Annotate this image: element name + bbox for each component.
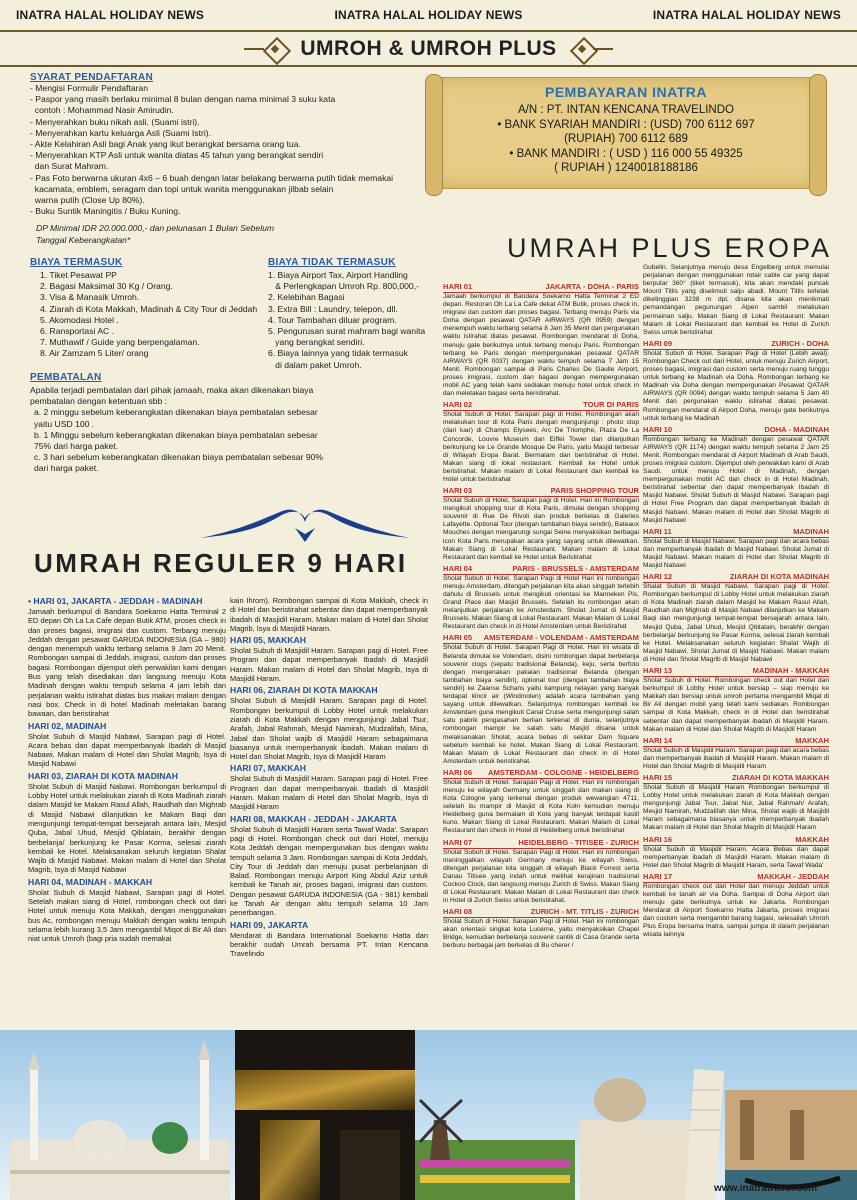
header-right: INATRA HALAL HOLIDAY NEWS — [652, 8, 841, 22]
list-item: 1. Tiket Pesawat PP — [40, 270, 117, 280]
day-description: Rombongan check out dari Hotel dan menuju Jeddah untuk kembali ke tanah air via Doha. Sampai di Doha Airport dan menuju gate berikutnya untuk ke Jakarta. Rombongan Mendarat di Airport Soekarno Hatta Jakarta, proses imigrasi dan custom serta mengambil barang bagasi, selesailah Umroh Plus Eropa bersama Inatra, sampai jumpa di dalam perjalanan wisata lainnya — [643, 882, 829, 939]
day-description: Rombongan terbang ke Madinah dengan pesawat QATAR AIRWAYS (QR 1174) dengan waktu tempuh selama 2 Jam 25 Menit. Rombongan mendarat di Airport Madinah di Arab Saudi, proses imigrasi custom. Dijemput oleh perwakilan kami di Arab Saudi, untuk menuju Hotel di Madinah, dengan mempergunakan mobil AC dan check in di Hotel Madinah, beristirahat sebentar dan dapat memperbanyak Ibadah di Masjid Nabawi. Sholat Subuh di Masjid Nabawi. Sarapan pagi di Hotel Free Program dan dapat memperbanyak Ibadah di Masjid Nabawi. Makan malam di Hotel dan Sholat Magrib di Masjid Nabawi — [643, 435, 829, 524]
day-number: HARI 16 — [643, 834, 673, 844]
list-item: - Buku Suntik Maningitis / Buku Kuning. — [30, 206, 181, 217]
day-route-bar — [443, 400, 639, 411]
day-route: ZIARAH DI KOTA MADINAH — [729, 572, 829, 582]
day-number: HARI 14 — [643, 735, 673, 745]
biaya-tidak-title: BIAYA TIDAK TERMASUK — [268, 257, 396, 268]
day-description: Sholat Subuh di Masjidil Haram Rombongan berkumpul di Lobby Hotel untuk melakukan ziarah di Kota Makkah dengan mengunjungi Jabal Tsur, Jabal Nur, Jabal Rahmah/ Arafah, Mesjid Namirah, Mudzalifah dan Mina, Sholat wajib di Masjidil Haram sebagaimana biasanya untuk memperbanyak ibadah Makan malam di Hotel dan Sholat Magrib di Masjidil Haram — [643, 783, 829, 832]
day-description: Sholat Subuh di Masjidil Haram serta Tawaf Wada'. Sarapan pagi di Hotel. Rombongan check out dari Hotel, menuju Kota Jeddah dengan mempergunakan bus dengan waktu tempuh selama 3 Jam. Rombongan sampai di Kota Jeddah, City Tour di Jeddah dan menuju pusat perbelanjaan di Balad. Rombongan menuju Airport King Abdul Aziz untuk kembali ke Tanah air, proses bagasi, imigrasi dan custom. Dengan pesawat GARUDA INDONESIA (GA - 981) kembali ke Tanah Air dengan aktu tempuh selama 10 Jam penerbangan. — [230, 824, 428, 918]
biaya-tidak-section — [268, 257, 438, 371]
list-item: warna putih (Close Up 80%). — [30, 195, 145, 206]
day-description: Sholat Subuh di Hotel. Sarapan Pagi di Hotel (Lebih awal). Rombongan Check out dari Hotel, untuk menuju Zurich Airport, proses bagasi, imigrasi dan custom serta menuju ruang tunggu untuk terbang ke Madinah via Doha. Rombongan terbang ke Madinah via Doha dengan mempergunakan Pesawat QATAR AIRWAYS (QR 0094) dengan waktu tempuh selama 5 Jam 40 Menit dan pergunakan waktu istirahat diatas pesawat. Rombongan mendarat di Airport Doha, menuju gate berikutnya untuk terbang ke Madinah — [643, 349, 829, 422]
list-item: c. 3 hari sebelum keberangkatan dikenakan biaya pembatalan sebesar 90% dari harga paket. — [34, 452, 326, 474]
day-number: HARI 17 — [643, 871, 673, 881]
day-heading: HARI 09, JAKARTA — [230, 919, 309, 930]
biaya-termasuk-title: BIAYA TERMASUK — [30, 257, 123, 268]
day-route-bar — [443, 564, 639, 575]
landmarks-illustration — [0, 1030, 857, 1200]
pembatalan-section — [30, 372, 330, 475]
day-description: Sholat Subuh di Masjid Nabawi. Sarapan pagi dan acara bebas dan memperbanyak ibadah di Masjid Nabawi. Sholat Jumat di Masjid Nabawi. Makan malam di Hotel dan Sholat Magrib di Masjid Nabawi — [643, 537, 829, 569]
day-heading: HARI 06, ZIARAH DI KOTA MAKKAH — [230, 685, 378, 696]
day-description: Shalat Subuh di Masjid Nabawi. Sarapan pagi di Hotel. Rombongan berkumpul di Lobby Hotel untuk melakukan ziarah di Kota Madinah ziarah dalam Masjid ke Makam Rasul Allah, Raudhah dan Mighrab di Masjid Nabawi dilanjutkan ke Makam Baqi dan mengunjungi tempat-tempat bersejarah antara lain, Mesjid Quba, Jabal Uhud, Mesjid Qiblatain, berakhir dengan berbelanja/ berkunjung ke Pasar Korma, selesai ziarah kembali ke Hotel. Melaksanakan seluruh kegiatan Shalat Wajib di Masjid Nabawi. Sholat Jumat di Masjid Nabawi. Makan malam di Hotel dan Sholat Magrib di Masjid Nabawi — [643, 583, 829, 663]
list-item: - Mengisi Formulir Pendaftaran — [30, 83, 148, 93]
pembayaran-line: • BANK MANDIRI : ( USD ) 116 000 55 49325 — [509, 147, 743, 160]
day-description: Sholat Subuh di Hotel. Sarapan Pagi di Hotel. Hari ini rombongan meninggalkan wilayah Germany menuju ke wilayah Swiss, ditengah perjalanan kita singgah di wilayah Black Forrest serta Danau Titisee yang indah untuk melihat kerajinan tradisional Cockoo Clock, dan langsung menuju Zurich di Swiss. Makan Siang di Lokal Restaurant. Makan Malam di Lokal Restaurant dan check in Hotel di Zurich Swiss untuk beristirahat. — [443, 848, 639, 905]
day-number: HARI 03 — [443, 486, 473, 496]
list-item: kacamata, emblem, seragam dan topi untuk wanita menggunakan jilbab selain — [30, 183, 334, 194]
day-heading: HARI 07, MAKKAH — [230, 763, 306, 774]
day-route-bar — [643, 425, 829, 436]
day-heading: • HARI 01, JAKARTA - JEDDAH - MADINAH — [28, 596, 203, 606]
list-item: - Menyerahkan buku nikah asli. (Suami istri). — [30, 116, 200, 127]
day-route-bar — [643, 736, 829, 747]
list-item: 4. Ziarah di Kota Makkah, Madinah & City Tour di Jeddah — [40, 303, 258, 314]
list-item: 1. Biaya Airport Tax, Airport Handling — [268, 270, 408, 280]
day-description: Sholat Subuh di Hotel. Sarapan Pagi di Hotel. Hari ini rombongan menuju ke wilayah Germany untuk singgah dan makan siang di Kota Cologne yang terkenal dengan produk wewangian 4711, setelah itu mampir di Masjid di Kota Koln kemudian menuju Heidelberg guna bermalam di Kota yang banyak terdapat kastil kuno. Makan Siang di Lokal Restaurant. Makan Malam di Lokal Restaurant dan check in Hotel di Heidelberg untuk beristirahat — [443, 778, 639, 835]
kaaba-icon — [235, 1030, 415, 1200]
day-number: HARI 08 — [443, 907, 473, 917]
list-item: contoh : Mohammad Nasir Amirudin. — [30, 105, 174, 116]
day-route-bar — [443, 282, 639, 293]
biaya-tidak-list — [268, 270, 438, 371]
day-route-bar — [643, 835, 829, 846]
website-url[interactable]: www.inatratravel.com — [714, 1183, 817, 1194]
list-item: yang berangkat sendiri. — [268, 337, 365, 348]
top-header-bar — [0, 0, 857, 32]
header-center: INATRA HALAL HOLIDAY NEWS — [334, 8, 523, 22]
day-description: Jamaah berkumpul di Bandara Soekarno Hatta Terminal 2 ED depan. Restoran Oh La La Cafe dekat ATM Butik, proses check in, imigrasi dan custom dan proses bagasi. Terbang menuju Paris via Doha dengan pesawat QATAR AIRWAYS (QR 0959) dengan menempuh waktu terbang selama 8 Jam 35 Menit dan pergunakan waktu istirahat diatas pesawat. Rombongan mendarat di Doha, menuju gate berikutnya untuk terbang menuju Paris. Rombongan terbang ke Paris dengan mempergunakan pesawat QATAR AIRWAYS (QR 0037) dengan waktu tempuh selama 7 Jam 15 Menit. Rombongan sampai di Paris Charles De Gaulle Airport, proses imigrasi, custom dan bagasi dengan mempergunakan mobil AC yang telah kami sediakan menuju hotel untuk check in dan meletakan bagasi serta beristirahat. — [443, 293, 639, 398]
day-description: Sholat Subuh di Hotel. Sarapan Pagi di Hotel. Hari ini wisata di Belanda dimulai ke Volendam, disini rombongan dapat berbelanja souvenir clogs (sepatu tradisional Belanda), keju, serta berfoto dengan mengenakan pakaian tradisional Belanda (dengan tambahan biaya sendiri), optional tour (dengan tambahan biaya sendiri) ke Zaanse Schans yaitu kampung nelayan yang banyak terdapat kincir air (Windmolen) adalah acara tambahan yang sayang untuk dilewatkan. Selanjutnya rombongan kembali ke Amsterdam guna mengikuti Canal Cruise serta mengunjungi salah satu pabrik pengasahan berlian terkenal di dunia, selanjutnya rombongan mampir ke salah satu Masjid disana untuk melaksanakan Sholat, acara bebas di sekitar Dam Square sebelum kembali ke hotel. Makan Siang di Lokal Restaurant. Makan Malam di Lokal Restaurant dan check in di Hotel Amsterdam untuk beristirahat. — [443, 644, 639, 765]
syarat-list — [30, 83, 430, 217]
list-item: 6. Biaya lainnya yang tidak termasuk — [268, 348, 408, 359]
day-heading: HARI 05, MAKKAH — [230, 635, 306, 646]
list-item: - Menyerahkan KTP Asli untuk wanita diatas 45 tahun yang berangkat sendiri — [30, 150, 324, 161]
day-route-bar — [643, 666, 829, 677]
biaya-termasuk-list — [30, 270, 260, 360]
day-description: Sholat Subuh di Hotel. Sarapan Pagi di Hotel. Hari ini rombongan akan orientasi singkat kota Lucerne, yaitu menyaksikan Chapel Bridge, kemudian berbelanja souvenir cantik di Casa Grande serta berburu berbagai jam berkelas di Bu cherer / — [443, 918, 639, 950]
diamond-ornament-icon — [571, 38, 593, 60]
day-description: Sholat Subuh di Masjidil Haram. Sarapan pagi di Hotel. Rombongan berkumpul di Lobby Hotel untuk melakukan ziarah di Kota Makkah dengan mengunjungi Jabal Tsur, Arafah, Jabal Rahmah, Mesjid Namirah, Mudzalifah, Mina, Jabal dan Sholat wajib di Masjidil Haram sebagaimana biasanya untuk memperbanyak ibadah. Makan malam di Hotel dan Sholat Magrib, Isya di Masjidil Haram — [230, 696, 428, 762]
syarat-title: SYARAT PENDAFTARAN — [30, 72, 153, 83]
day-route: ZURICH - MT. TITLIS - ZURICH — [530, 907, 639, 917]
list-item: & Perlengkapan Umroh Rp. 800,000,- — [268, 281, 419, 292]
day-description: Sholat Subuh di Masjidil Haram. Acara Bebas dan dapat memperbanyak ibadah di Masjidil Haram. Makan malam di Hotel dan Sholat Magrib di Masjidil Haram, serta Tawaf Wada' — [643, 845, 829, 869]
day-number: HARI 01 — [443, 282, 473, 291]
day-route: MAKKAH - JEDDAH — [757, 871, 829, 881]
day-route: PARIS SHOPPING TOUR — [550, 486, 639, 496]
day-route-bar — [643, 773, 829, 784]
day-description: Sholat Subuh di Masjidil Haram. Sarapan pagi di Hotel. Free Program dan dapat memperbanyak Ibadah di Masjidil Haram. Makan malam di Hotel dan Sholat Magrib, Isya di Masjidil Haram. — [230, 646, 428, 684]
day-route: MAKKAH — [795, 834, 829, 844]
list-item: 3. Visa & Manasik Umroh. — [40, 292, 140, 303]
list-item: - Paspor yang masih berlaku minimal 8 bulan dengan nama minimal 3 suku kata — [30, 94, 336, 105]
day-route-bar — [643, 339, 829, 350]
ornament-line — [244, 48, 264, 50]
day-route: HEIDELBERG - TITISEE - ZURICH — [518, 837, 639, 847]
day-number: HARI 13 — [643, 666, 673, 676]
tribal-ornament-icon — [200, 508, 410, 544]
day-description: Sholat Subuh di Masjid Nabawi. Rombongan berkumpul di Lobby Hotel untuk melakukan ziarah di Kota Madinah ziarah dalam Masjid ke Makam Rasul Allah, Raudhah dan Mighrab di Masjid Nabawi dilanjutkan ke Makam Baqi dan mengunjungi tempat-tempat bersejarah antara lain, Mesjid Quba, Jabal Uhud, Mesjid Qiblatain, berakhir dengan berbelanja/ berkunjung ke Pasar Korma, selesai ziarah kembali ke Hotel. Melaksanakan seluruh kegiatan Shalat Wajib di Masjid Nabawi. Makan malam di Hotel dan Sholat Magrib, Isya di Masjid Nabawi — [28, 781, 226, 875]
day-route: DOHA - MADINAH — [764, 424, 829, 434]
photo-collage — [0, 1030, 857, 1200]
day-route-bar — [443, 633, 639, 644]
day-number: HARI 07 — [443, 837, 473, 847]
day-route: PARIS - BRUSSELS - AMSTERDAM — [512, 563, 639, 573]
eropa-title: UMRAH PLUS EROPA — [507, 233, 833, 263]
list-item: 2. Bagasi Maksimal 30 Kg / Orang. — [40, 281, 173, 292]
pembayaran-line: A/N : PT. INTAN KENCANA TRAVELINDO — [518, 104, 734, 116]
dp-note-line: DP Minimal IDR 20.000.000,- dan pelunasan 1 Bulan Sebelum — [36, 223, 275, 234]
pembatalan-title: PEMBATALAN — [30, 372, 102, 383]
day-description: Sholat Subuh di Masjid Nabawi, Sarapan pagi di Hotel. Acara bebas dan dapat memperbanyak Ibadah di Masjid Nabawi. Makan malam di Hotel dan Sholat Magrib, Isya di Masjid Nabawi — [28, 731, 226, 769]
list-item: a. 2 minggu sebelum keberangkatan dikenakan biaya pembatalan sebesar yaitu USD 100 . — [34, 407, 321, 429]
list-item: - Menyerahkan kartu keluarga Asli (Suami Istri). — [30, 127, 212, 138]
day-route: MAKKAH — [795, 735, 829, 745]
reguler-column-2 — [230, 596, 428, 959]
pembayaran-scroll — [432, 77, 820, 189]
day-description: Sholat Subuh di Masjid Nabawi, Sarapan pagi di Hotel. Setelah makan siang di Hotel, rombongan check out dari Hotel untuk menuju Kota Makkah, dengan menggunakan bus Ac, rombongan menuju Makkah dengan waktu tempuh selama lebih kurang 3,5 Jam mengambil Miqot di Bir Ali dan niat untuk Umroh (bagi pria sudah memakai — [28, 887, 226, 944]
day-description: Sholat Subuh di Hotel, Sarapan pagi di Hotel. Hari ini Rombongan mengikuti shopping tour di Kota Paris, dimulai dengan shopping souvenir di Rue De Rivoli dan produk berkelas di Galeries Lafayette. Optional Tour (dengan tambahan biaya sendiri), Bateaux Mouches dengan mengarungi sungai Seine menyaksikan berbagai icon Kota Paris merupakan acara yang sayang untuk dilewatkan. Makan Siang di Lokal Restaurant. Makan malam di Lokal Restaurant dan kembali ke Hotel untuk Beristirahat — [443, 497, 639, 561]
dp-note-line: Tanggal Keberangkatan* — [36, 234, 131, 245]
pembayaran-line: ( RUPIAH ) 1240018188186 — [554, 162, 698, 174]
day-number: HARI 05 — [443, 633, 473, 643]
day-description: Sholat Subuh di Hotel. Rombongan check out dari Hotel dan berkumpul di Lobby Hotel untuk bersiap – siap menuju ke Makkah dan bersiap untuk umroh pertama mengambil Miqat di Bir Ali dengan mobil yang telah kami sediakan. Rombongan sampai di Kota Makkah, check in di Hotel dan beristirahat sebentar dan dapat memperbanyak ibadah di Masjidil Haram. Makan malam di Hotel dan Sholat Magrib di Masjidil Haram — [643, 677, 829, 733]
day-heading: HARI 02, MADINAH — [28, 720, 107, 731]
list-item: 2. Kelebihan Bagasi — [268, 292, 345, 303]
header-left: INATRA HALAL HOLIDAY NEWS — [16, 8, 205, 22]
banner-title: UMROH & UMROH PLUS — [300, 37, 557, 60]
pembayaran-line: • BANK SYARIAH MANDIRI : (USD) 700 6112 697 — [497, 118, 755, 131]
day-description: kain Ihrom). Rombongan sampai di Kota Makkah, check in di Hotel dan beristirahat sebentar dan dapat memperbanyak ibadah di Masjidil Haram. Makan malam di Hotel dan Sholat Magrib, Isya di Masjidil Haram. — [230, 596, 428, 633]
eropa-column-2 — [643, 264, 829, 939]
day-route-bar — [643, 572, 829, 583]
day-route: MADINAH - MAKKAH — [752, 666, 829, 676]
list-item: - Akte Kelahiran Asli bagi Anak yang ikut berangkat bersama orang tua. — [30, 139, 301, 150]
list-item: dan Surat Mahram. — [30, 161, 109, 172]
reguler-column-1 — [28, 596, 226, 944]
list-item: - Pas Foto berwarna ukuran 4x6 – 6 buah dengan latar belakang berwarna putih tidak memakai — [30, 172, 394, 183]
day-number: HARI 09 — [643, 338, 673, 348]
day-description: Sholat Subuh di Hotel. Sarapan Pagi di Hotel Hari ini rombongan menuju Amsterdam, ditengah perjalanan kita akan singgah terlebih dahulu di Brussels untuk mengikuti orientasi ke Manneken Pis, Grand Place dan Masjid Brussels. Setelah itu rombongan akan melanjutkan perjalanan ke Amsterdam. Sholat Jumat di Masjid Brussels. Makan Siang di Lokal Restaurant. Makan Malam di Lokal Restaurant dan check in di Hotel Amsterdam untuk Beristirahat — [443, 574, 639, 631]
title-banner — [0, 33, 857, 67]
pembayaran-line: (RUPIAH) 700 6112 689 — [564, 133, 688, 145]
day-description: Mendarat di Bandara International Soekarno Hatta dan berakhir sudah Umrah bersama PT. Intan Kencana Travelindo — [230, 930, 428, 959]
day-route: ZIARAH DI KOTA MAKKAH — [731, 772, 829, 782]
day-route: AMSTERDAM - VOLENDAM - AMSTERDAM — [483, 633, 639, 643]
day-number: HARI 10 — [643, 424, 673, 434]
day-number: HARI 04 — [443, 563, 473, 573]
day-description: Sholat Subuh di Masjidil Haram. Sarapan pagi dan acara bebas dan memperbanyak ibadah di Masjidil Haram. Makan malam di Hotel dan Sholat Magrib di Masjidil Haram — [643, 746, 829, 770]
day-route: JAKARTA - DOHA - PARIS — [545, 282, 639, 291]
diamond-ornament-icon — [264, 38, 286, 60]
pembayaran-lines — [433, 103, 819, 176]
day-route: AMSTERDAM - COLOGNE - HEIDELBERG — [487, 767, 639, 777]
day-route-bar — [443, 838, 639, 849]
day-description: Sholat Subuh di Masjidil Haram. Sarapan pagi di Hotel. Free Program dan dapat memperbanyak Ibadah di Masjidil Haram. Makan malam di Hotel dan Sholat Magrib, Isya di Masjidil Haram — [230, 774, 428, 812]
list-item: 5. Akomodasi Hotel . — [40, 314, 119, 325]
list-item: 3. Extra Bill : Laundry, telepon, dll. — [268, 303, 398, 314]
list-item: 7. Muthawif / Guide yang berpengalaman. — [40, 337, 200, 348]
reguler-title: UMRAH REGULER 9 HARI — [34, 548, 408, 578]
day-heading: HARI 04, MADINAH - MAKKAH — [28, 876, 153, 887]
day-route: TOUR DI PARIS — [583, 400, 639, 410]
day-description: Jamaah berkumpul di Bandara Soekarno Hatta Terminal 2 ED depan Oh La La Cafe depan Butik ATM, proses check in dan proses bagasi, imigrasi dan custom. Terbang menuju Jeddah dengan pesawat GARUDA INDONESIA (GA – 980) dengan menempuh waktu terbang selama 9 Jam 20 Menit. Rombongan sampai di Jeddah, imigrasi, custom dan proses bagasi. Rombongan dijemput oleh perwakilan kami dengan Bus yang telah disediakan dan langsung menuju Kota Madinah dengan waktu tempuh selama 4 jam lebih dan perjalanan waktu istirahat diatas bus makan malam dengan nasi box. Check in di hotel Madinah meletakan barang bawaan, dan beristirahat — [28, 607, 226, 719]
biaya-termasuk-section — [30, 257, 260, 360]
pembayaran-title: PEMBAYARAN INATRA — [544, 84, 707, 100]
day-description: Sholat Subuh di Hotel. Sarapan pagi di Hotel. Rombongan akan melakukan tour di Kota Paris dengan mengunjungi : photo stop (dari luar) di Champs Elysees, Arc De Triomphe, Plaza De La Concorde, Louvre Museum dan Eiffel Tower dan dilanjutkan berkunjung ke Le Grande Mosque De Paris, yaitu Masjid terbesar di Wilayah Eropa Barat. Bermalam dan beristirahat di Hotel. Makan siang di lokal restaurant. Kembali ke Hotel untuk beristirahat. Makan malam di Lokal Restaurant dan kembali ke Hotel untuk beristirahat — [443, 411, 639, 483]
day-route-bar — [443, 486, 639, 497]
pembatalan-intro: Apabila terjadi pembatalan dari pihak jamaah, maka akan dikenakan biaya pembatalan dengan ketentuan sbb : — [30, 385, 314, 407]
day-heading: HARI 08, MAKKAH - JEDDAH - JAKARTA — [230, 813, 397, 824]
list-item: 5. Pengurusan surat mahram bagi wanita — [268, 326, 426, 337]
day-heading: HARI 03, ZIARAH DI KOTA MADINAH — [28, 770, 178, 781]
day-route: MADINAH — [793, 526, 829, 536]
syarat-section — [30, 72, 430, 246]
pembatalan-list — [30, 407, 330, 474]
day-route-bar — [443, 907, 639, 918]
day-description: Gubelin. Selanjutnya menuju desa Engelberg untuk memulai perjalanan dengan menggunakan rotair cable car yang dapat berputar 360° (tiket termasuk), kita akan mendaki puncak Mount Titlis yang diselimuti salju abadi. Mount Titlis terletak diketinggian 3238 m dpl, disana kita akan menikmati pemandangan pegunungan Alpen sambil melakukan permainan salju. Makan Siang di Lokal Restaurant. Makan Malam di Lokal Restaurant dan kembali ke Hotel di Zurich Swiss untuk beristirahat — [643, 264, 829, 336]
day-number: HARI 02 — [443, 400, 473, 410]
eropa-column-1 — [443, 280, 639, 951]
day-route-bar — [643, 527, 829, 538]
day-number: HARI 15 — [643, 772, 673, 782]
day-number: HARI 11 — [643, 526, 672, 536]
day-route-bar — [443, 768, 639, 779]
list-item: 8. Air Zamzam 5 Liter/ orang — [40, 348, 149, 359]
list-item: b. 1 Minggu sebelum keberangkatan dikenakan biaya pembatalan sebesar 75% dari harga paket. — [34, 429, 321, 452]
list-item: 4. Tour Tambahan diluar program. — [268, 314, 397, 325]
day-number: HARI 12 — [643, 572, 673, 582]
day-route-bar — [643, 872, 829, 883]
dp-note — [30, 223, 430, 245]
list-item: di dalam paket Umroh. — [268, 359, 362, 370]
day-number: HARI 06 — [443, 767, 473, 777]
day-route: ZURICH - DOHA — [771, 338, 829, 348]
list-item: 6. Ransportasi AC . — [40, 326, 115, 337]
